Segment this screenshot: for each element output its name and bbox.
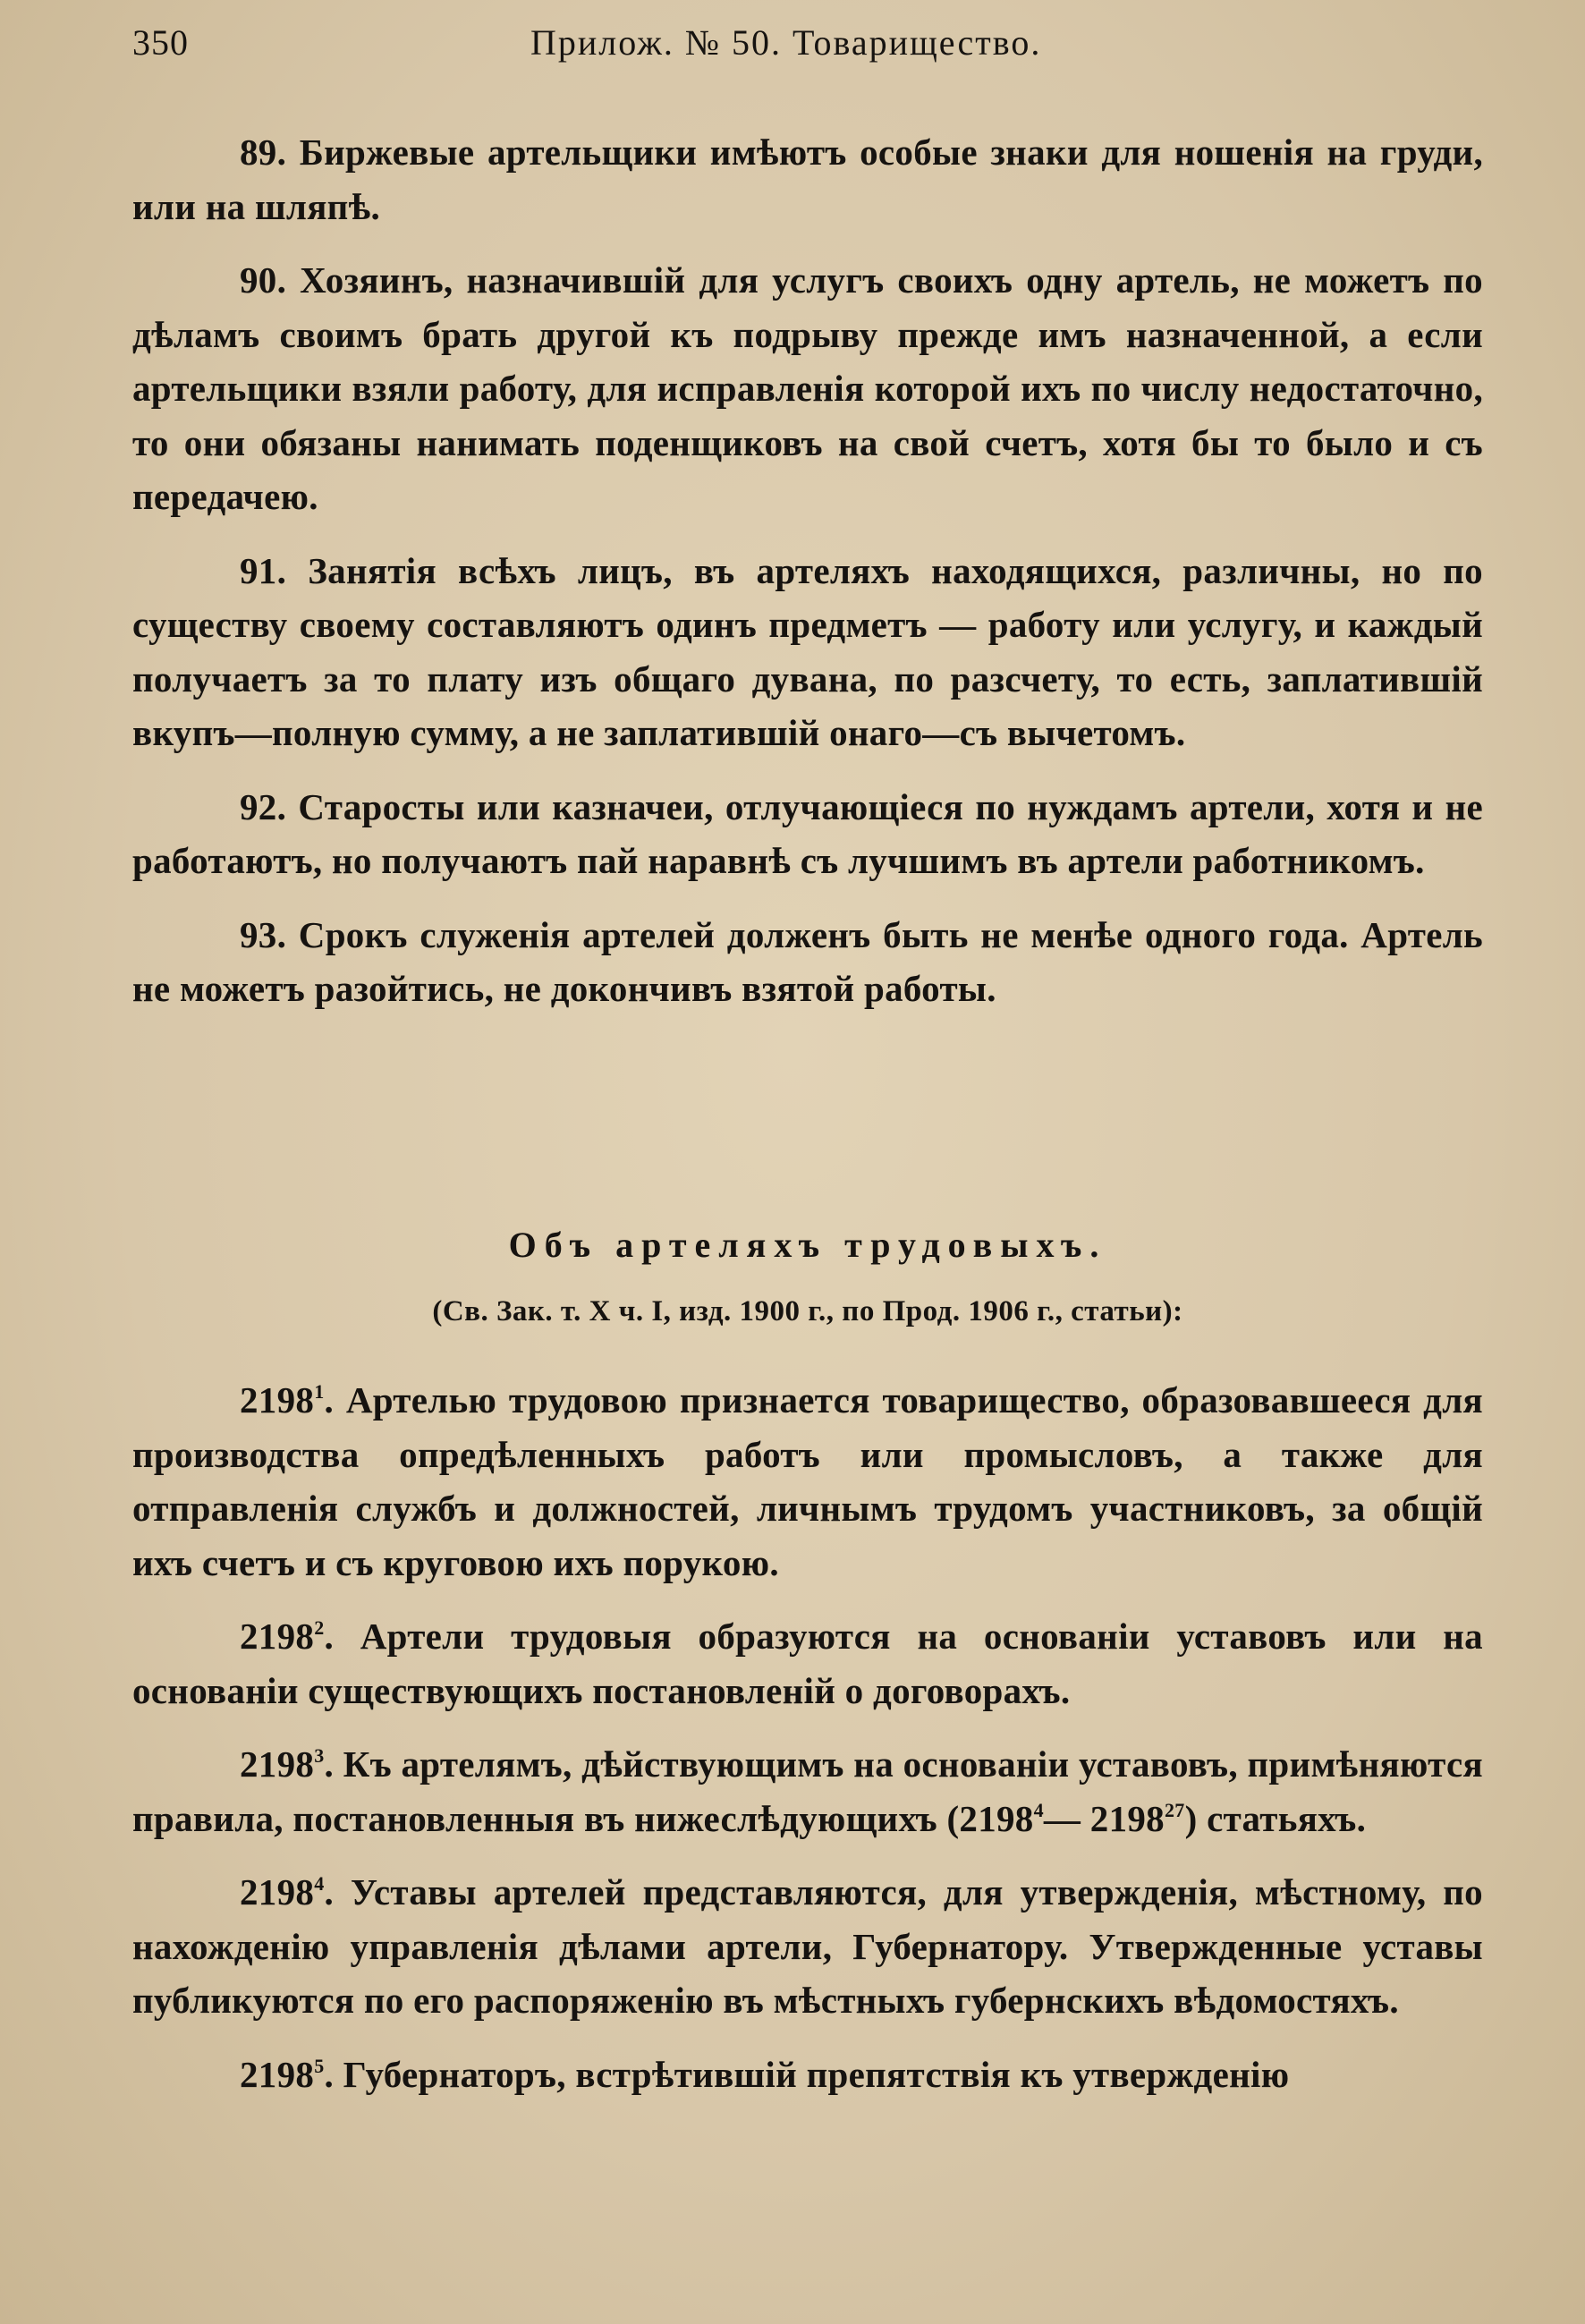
article-number: 2198 — [240, 1743, 315, 1785]
article-text: . Къ артелямъ, дѣйствующимъ на основаніи уставовъ, примѣняются правила, постановленныя въ нижеслѣдующихъ (2198 — [132, 1743, 1483, 1839]
reference-superscript: 27 — [1164, 1798, 1185, 1821]
paragraph-number: 93. — [240, 913, 287, 955]
paragraph-text: Старосты или казначеи, отлучающіеся по нуждамъ артели, хотя и не работаютъ, но получаютъ пай наравнѣ съ лучшимъ въ артели работникомъ. — [132, 785, 1483, 881]
article-number: 2198 — [240, 1616, 315, 1657]
paragraph-91 — [132, 544, 1483, 760]
paragraph-93 — [132, 908, 1483, 1016]
page-header — [132, 21, 1483, 66]
article-superscript: 3 — [314, 1744, 325, 1767]
paragraph-92 — [132, 780, 1483, 888]
paragraph-90 — [132, 253, 1483, 524]
article-2198-4 — [132, 1865, 1483, 2028]
article-superscript: 2 — [314, 1616, 325, 1639]
article-text: . Артелью трудовою признается товарищество, образовавшееся для производства опредѣленныхъ работъ или промысловъ, а также для отправленія службъ и должностей, личнымъ трудомъ участниковъ, за общій ихъ счетъ и съ круговою ихъ порукою. — [132, 1379, 1483, 1583]
paragraph-text: Срокъ служенія артелей долженъ быть не менѣе одного года. Артель не можетъ разойтись, не докончивъ взятой работы. — [132, 913, 1483, 1009]
paragraph-text: Занятія всѣхъ лицъ, въ артеляхъ находящихся, различны, но по существу своему составляютъ одинъ предметъ — работу или услугу, и каждый получаетъ за то плату изъ общаго дувана, по разсчету, то есть, заплатившій вкупъ—полную сумму, а не заплатившій онаго—съ вычетомъ. — [132, 549, 1483, 753]
article-number: 2198 — [240, 1871, 315, 1913]
article-text: . Артели трудовыя образуются на основаніи уставовъ или на основаніи существующихъ постановленій о договорахъ. — [132, 1616, 1483, 1711]
article-text: . Губернаторъ, встрѣтившій препятствія къ утвержденію — [324, 2053, 1290, 2095]
article-number: 2198 — [240, 1379, 315, 1421]
article-text: ) статьяхъ. — [1184, 1797, 1367, 1839]
article-2198-3 — [132, 1737, 1483, 1845]
article-number: 2198 — [240, 2053, 315, 2095]
section-title: Объ артеляхъ трудовыхъ. — [508, 1225, 1107, 1265]
article-2198-1 — [132, 1373, 1483, 1590]
paragraph-number: 89. — [240, 131, 287, 173]
page-number: 350 — [132, 22, 189, 63]
article-text: — 2198 — [1043, 1797, 1165, 1839]
article-superscript: 4 — [314, 1872, 325, 1895]
articles-89-93 — [132, 125, 1483, 1016]
reference-superscript: 4 — [1033, 1798, 1044, 1821]
paragraph-89 — [132, 125, 1483, 233]
paragraph-text: Биржевые артельщики имѣютъ особые знаки для ношенія на груди, или на шляпѣ. — [132, 131, 1483, 227]
article-superscript: 5 — [314, 2054, 325, 2077]
article-superscript: 1 — [314, 1380, 325, 1403]
article-2198-2 — [132, 1609, 1483, 1718]
paragraph-number: 90. — [240, 259, 287, 301]
running-title: Прилож. № 50. Товарищество. — [530, 22, 1042, 63]
article-text: . Уставы артелей представляются, для утвержденія, мѣстному, по нахожденію управленія дѣлами артели, Губернатору. Утвержденные уставы публикуются по его распоряженію въ мѣстныхъ губернскихъ вѣдомостяхъ. — [132, 1871, 1483, 2021]
paragraph-number: 92. — [240, 785, 287, 827]
article-2198-5 — [132, 2048, 1483, 2102]
source-note: (Св. Зак. т. X ч. I, изд. 1900 г., по Прод. 1906 г., статьи): — [432, 1295, 1183, 1327]
paragraph-text: Хозяинъ, назначившій для услугъ своихъ одну артель, не можетъ по дѣламъ своимъ брать другой къ подрыву прежде имъ назначенной, а если артельщики взяли работу, для исправленія которой ихъ по числу недостаточно, то они обязаны нанимать поденщиковъ на свой счетъ, хотя бы то было и съ передачею. — [132, 259, 1483, 517]
paragraph-number: 91. — [240, 549, 287, 591]
articles-2198 — [132, 1373, 1483, 2101]
book-page — [132, 0, 1483, 2324]
